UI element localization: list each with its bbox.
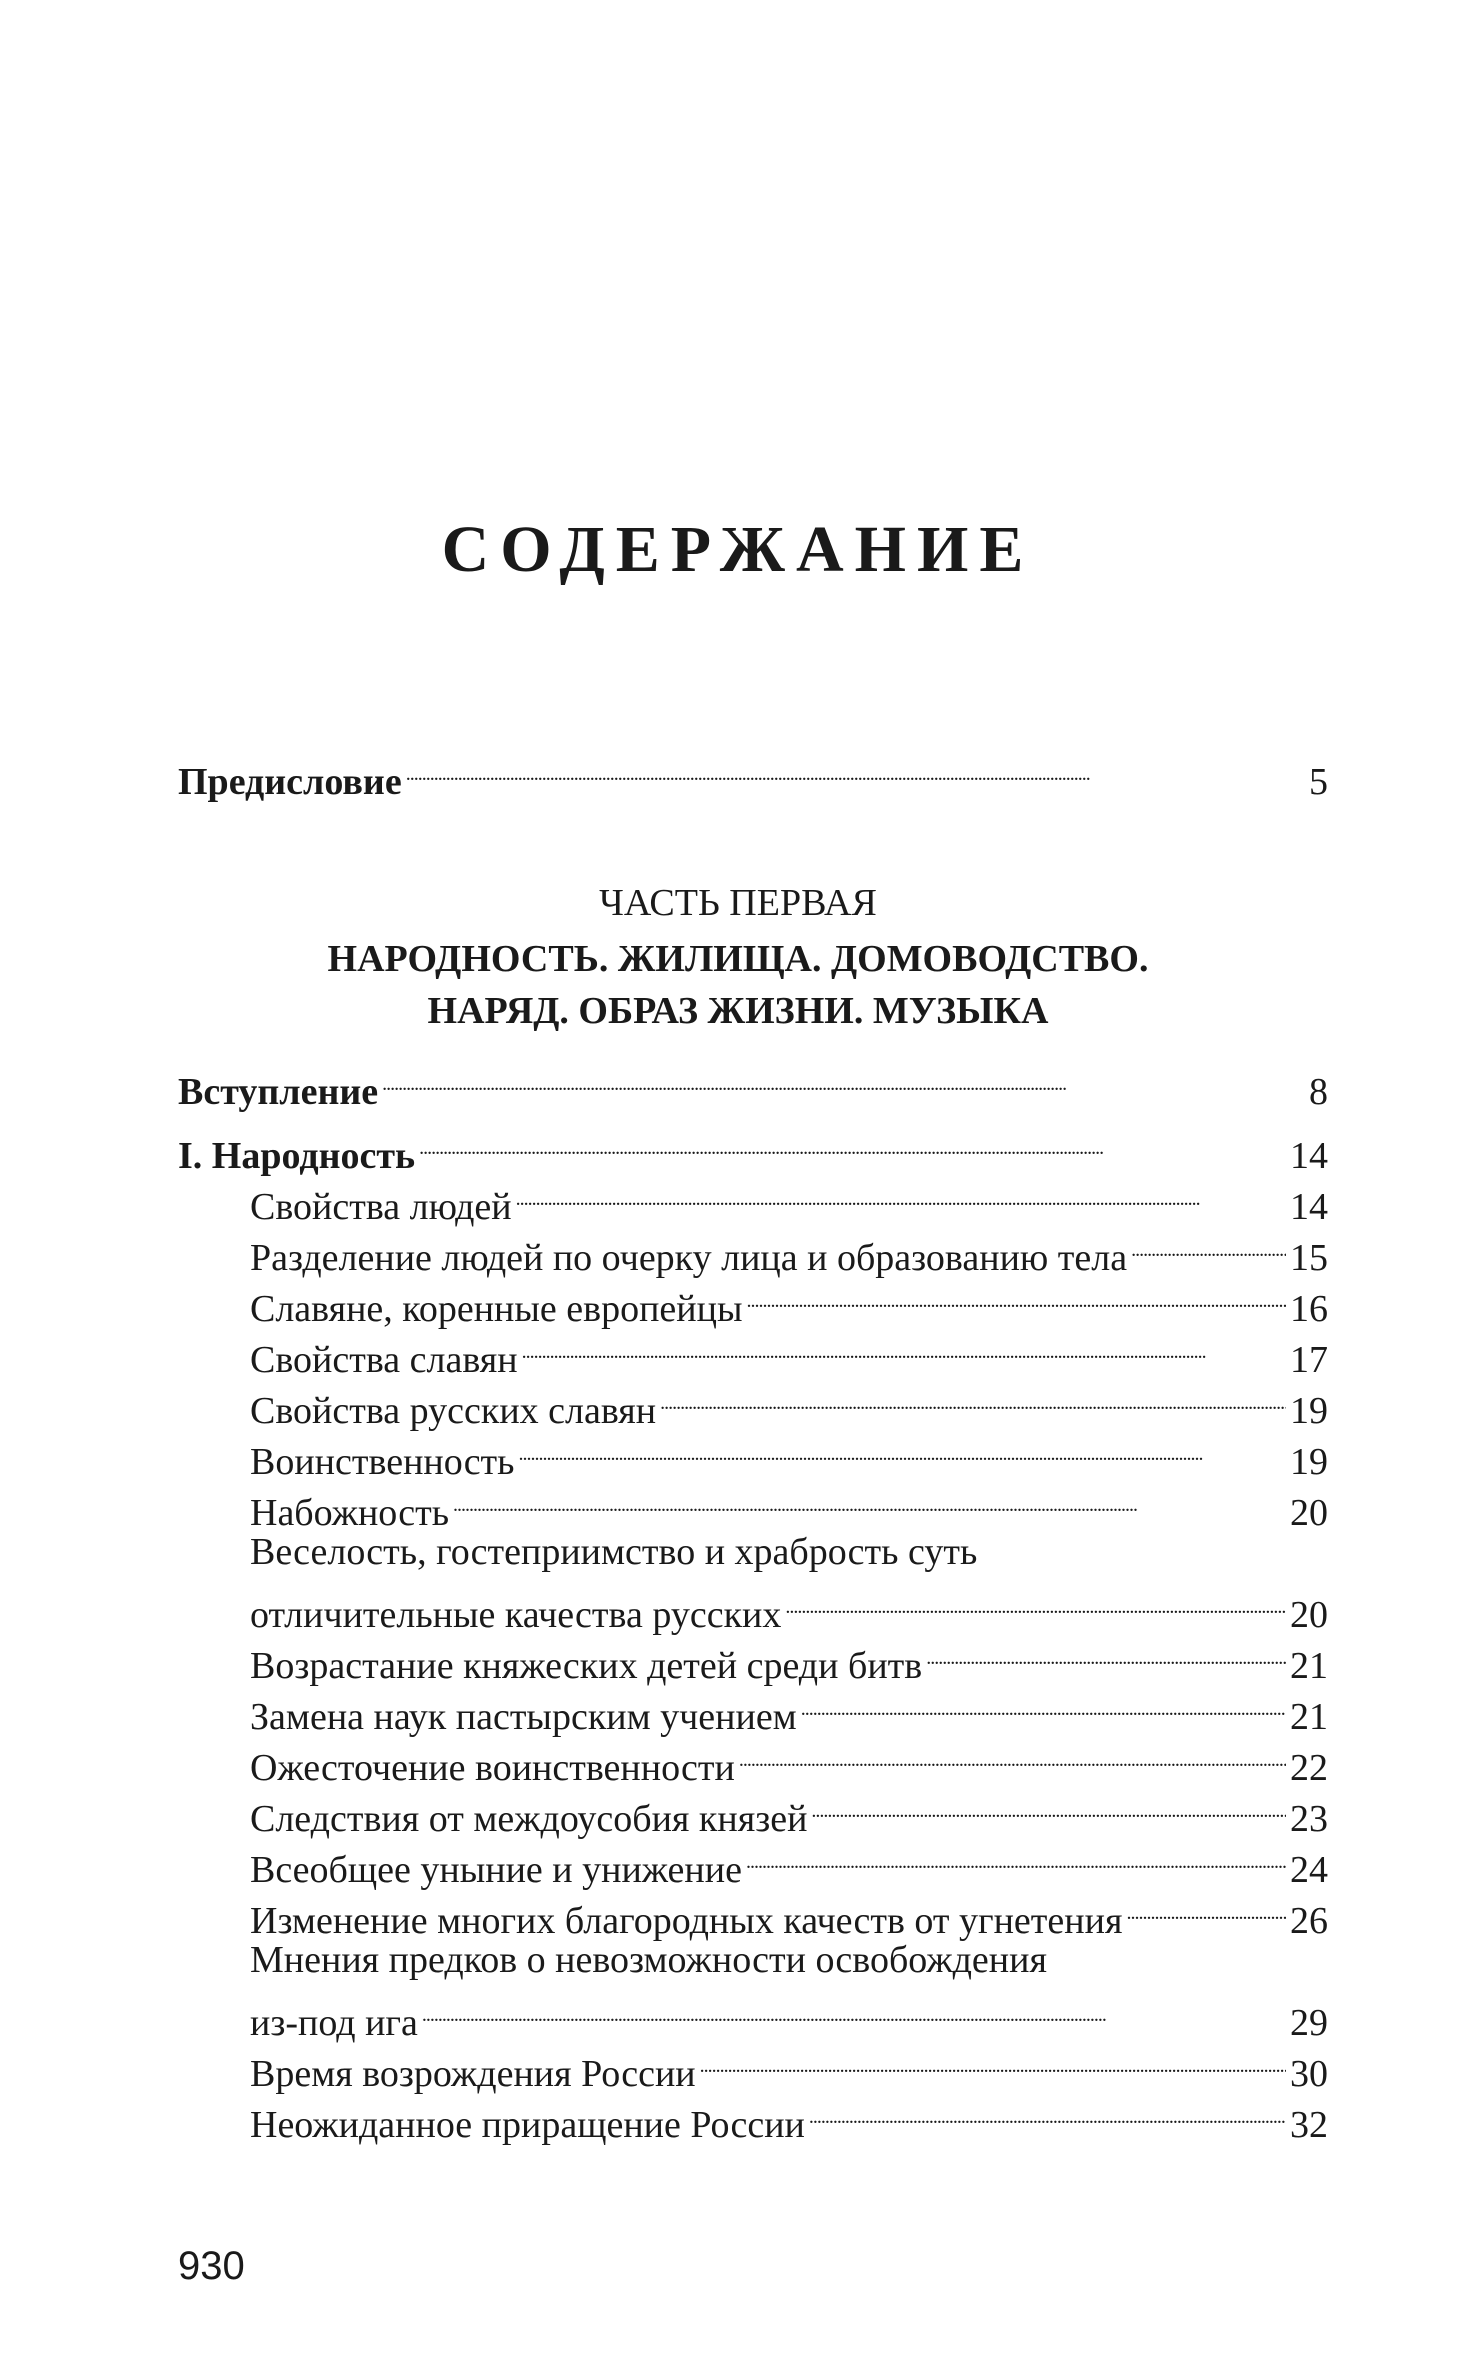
toc-entry-intro [178,1056,1328,1116]
dot-leader [453,1477,1286,1525]
toc-subentry-first-line: Мнения предков о невозможности освобождения [250,1939,1047,1981]
dot-leader [382,1056,1305,1104]
toc-entry-label: Всеобщее уныние и унижение [250,1849,742,1891]
toc-page-number: 20 [1290,1594,1328,1636]
page-title: СОДЕРЖАНИЕ [441,513,1035,586]
dot-leader [1131,1222,1286,1270]
toc-entry-label: Предисловие [178,761,402,803]
toc-page-number: 20 [1290,1492,1328,1534]
part-label: ЧАСТЬ ПЕРВАЯ [599,882,877,924]
toc-entry-label: Замена наук пастырским учением [250,1696,797,1738]
toc-entry-label: Свойства людей [250,1186,512,1228]
dot-leader [809,2089,1286,2137]
toc-page-number: 32 [1290,2104,1328,2146]
toc-page-number: 19 [1290,1390,1328,1432]
dot-leader [811,1783,1286,1831]
toc-entry-label: Свойства русских славян [250,1390,657,1432]
toc-page-number: 8 [1309,1071,1328,1113]
toc-entry-label: Следствия от междоусобия князей [250,1798,808,1840]
part-title-line-2: НАРЯД. ОБРАЗ ЖИЗНИ. МУЗЫКА [427,990,1049,1032]
toc-page-number: 17 [1290,1339,1328,1381]
toc-page-number: 16 [1290,1288,1328,1330]
toc-entry-label: Время возрождения России [250,2053,696,2095]
dot-leader [1126,1885,1286,1933]
toc-page-number: 29 [1290,2002,1328,2044]
dot-leader [739,1732,1286,1780]
toc-entry-preface [178,746,1328,806]
toc-page-number: 14 [1290,1186,1328,1228]
toc-page-number: 26 [1290,1900,1328,1942]
toc-entry-label: из-под ига [250,2002,418,2044]
toc-page-number: 23 [1290,1798,1328,1840]
toc-entry-label: Возрастание княжеских детей среди битв [250,1645,923,1687]
toc-subentry [250,2089,1328,2149]
dot-leader [519,1426,1287,1474]
toc-entry-label: Свойства славян [250,1339,518,1381]
toc-entry-label: Славяне, коренные европейцы [250,1288,743,1330]
toc-entry-label: Изменение многих благородных качеств от угнетения [250,1900,1123,1942]
toc-entry-label: Воинственность [250,1441,515,1483]
toc-page-number: 5 [1309,761,1328,803]
toc-entry-label: Разделение людей по очерку лица и образованию тела [250,1237,1128,1279]
dot-leader [522,1324,1286,1372]
toc-subentry-first-line: Веселость, гостеприимство и храбрость суть [250,1531,978,1573]
toc-page-number: 30 [1290,2053,1328,2095]
toc-page-number: 14 [1290,1135,1328,1177]
dot-leader [746,1834,1286,1882]
dot-leader [785,1579,1286,1627]
dot-leader [746,1273,1286,1321]
dot-leader [406,746,1305,794]
dot-leader [700,2038,1286,2086]
dot-leader [516,1171,1286,1219]
part-title-line-1: НАРОДНОСТЬ. ЖИЛИЩА. ДОМОВОДСТВО. [327,938,1149,980]
dot-leader [422,1987,1286,2035]
toc-entry-label: Набожность [250,1492,450,1534]
toc-entry-label: Неожиданное приращение России [250,2104,805,2146]
page-number-folio: 930 [178,2244,245,2288]
toc-page-number: 15 [1290,1237,1328,1279]
dot-leader [419,1120,1286,1168]
toc-page-number: 21 [1290,1645,1328,1687]
dot-leader [801,1681,1286,1729]
toc-page-number: 24 [1290,1849,1328,1891]
toc-entry-label: I. Народность [178,1135,416,1177]
toc-entry-label: Ожесточение воинственности [250,1747,735,1789]
toc-entry-label: Вступление [178,1071,379,1113]
dot-leader [660,1375,1286,1423]
toc-page-number: 21 [1290,1696,1328,1738]
dot-leader [926,1630,1286,1678]
toc-entry-label: отличительные качества русских [250,1594,782,1636]
toc-page-number: 22 [1290,1747,1328,1789]
toc-page-number: 19 [1290,1441,1328,1483]
